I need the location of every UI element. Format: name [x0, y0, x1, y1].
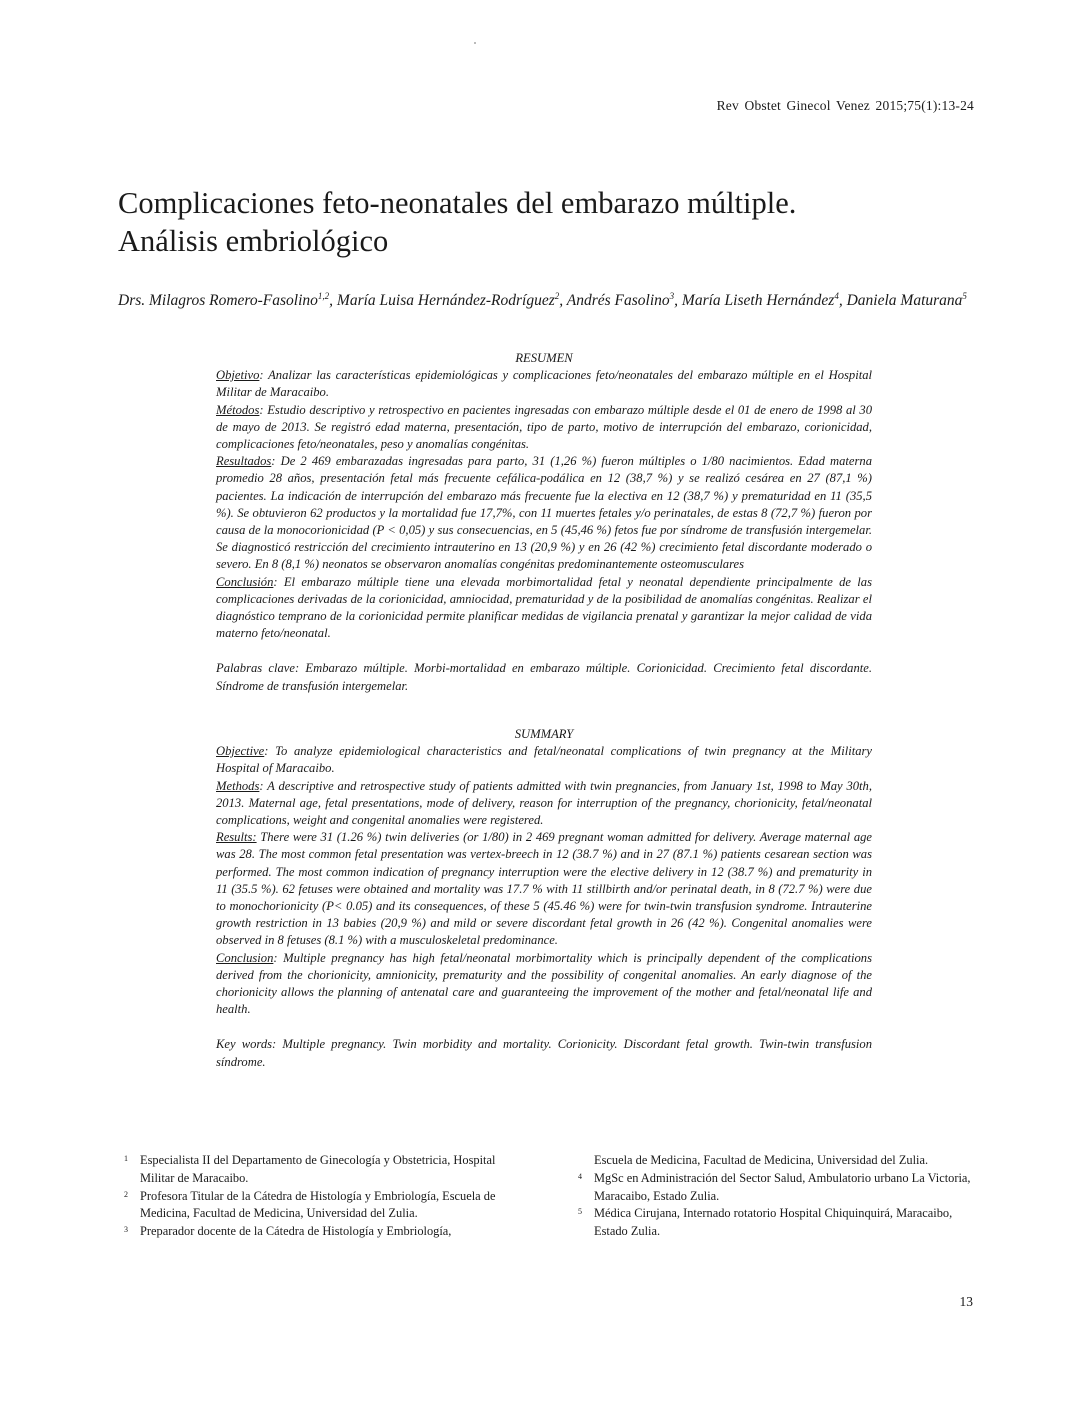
summary-conclusion: Conclusion: Multiple pregnancy has high fetal/neonatal morbimortality which is principally dependent of the complications derived from the chorionicity, amnionicity, prematurity and the possibility of congenital anomalies. An early diagnose of the chorionicity allows the planning of antenatal care and guaranteeing the improvement of the mother and fetal/neonatal life and health. [216, 950, 872, 1017]
footnotes-left-column [118, 1152, 522, 1241]
author-list: Drs. Milagros Romero-Fasolino$^{1,2}$, María Luisa Hernández-Rodríguez$^2$, Andrés Fasolino$^3$, María Liseth Hernández$^4$, Daniela Maturana$^5$ [118, 291, 967, 310]
footnote-1: 1 Especialista II del Departamento de Ginecología y Obstetricia, Hospital Militar de Maracaibo. [124, 1153, 496, 1185]
article-title [118, 184, 978, 260]
resumen-resultados: Resultados: De 2 469 embarazadas ingresadas para parto, 31 (1,26 %) fueron múltiples o 1/80 nacimientos. Edad materna promedio 28 años, presentación fetal más frecuente cefálica-podálica en 12 (38,7 %) y se realizó cesárea en 27 (87,1 %) pacientes. La indicación de interrupción del embarazo más frecuente fue la electiva en 12 (38,7 %) y prematuridad en 11 (35,5 %). Se obtuvieron 62 productos y la mortalidad fue 17,7%, con 11 muertes fetales y/o perinatales, de estas 8 (72,7 %) fueron por causa de la monocorionicidad (P < 0,05) y sus consecuencias, en 5 (45,46 %) fetos fue por síndrome de transfusión intergemelar. Se diagnosticó restricción del crecimiento intrauterino en 13 (20,9 %) y en 26 (42 %) crecimiento fetal discordante moderado o severo. En 8 (8,1 %) neonatos se observaron anomalías congénitas predominantemente osteomusculares [216, 454, 872, 572]
resumen-conclusion: Conclusión: El embarazo múltiple tiene una elevada morbimortalidad fetal y neonatal dependiente principalmente de las complicaciones derivadas de la corionicidad, amniocidad, prematuridad y de la posibilidad de anomalías congénitas. Realizar el diagnóstico temprano de la corionicidad permite planificar medidas de vigilancia prenatal y garantizar la mejor calidad de vida materno feto/neonatal. [216, 574, 872, 641]
summary-objective: Objective: To analyze epidemiological characteristics and fetal/neonatal complications of twin pregnancy at the Military Hospital of Maracaibo. [216, 744, 872, 776]
title-line-1: Complicaciones feto-neonatales del embarazo múltiple. [118, 186, 797, 220]
footnotes-right-column [572, 1152, 978, 1241]
author-4: María Liseth Hernández$^4$ [681, 291, 839, 310]
resumen-section [216, 350, 872, 695]
footnote-5: 5 Médica Cirujana, Internado rotatorio Hospital Chiquinquirá, Maracaibo, Estado Zulia. [578, 1206, 953, 1239]
author-2: María Luisa Hernández-Rodríguez$^2$ [336, 291, 560, 310]
title-line-2: Análisis embriológico [118, 224, 389, 258]
author-3: Andrés Fasolino$^3$ [566, 291, 675, 310]
summary-heading: SUMMARY [514, 727, 574, 741]
footnote-4: 4 MgSc en Administración del Sector Salud, Ambulatorio urbano La Victoria, Maracaibo, Estado Zulia. [578, 1170, 971, 1203]
author-1: Drs. Milagros Romero-Fasolino$^{1,2}$ [118, 291, 330, 310]
scan-speck [474, 42, 476, 44]
author-5: Daniela Maturana$^5$ [846, 291, 967, 310]
summary-section [216, 726, 872, 1071]
summary-results: Results: There were 31 (1.26 %) twin deliveries (or 1/80) in 2 469 pregnant woman admitted for delivery. Average maternal age was 28. The most common fetal presentation was vertex-breech in 12 (38.7 %) and in 27 (87.1 %) patients cesarean section was performed. The most common indication of pregnancy interruption were the elective delivery in 12 (38.7 %) and prematurity in 11 (35.5 %). 62 fetuses were obtained and mortality was 17.7 % with 11 stillbirth and/or perinatal death, in 8 (72.7 %) were due to monochorionicity (P< 0.05) and its consequences, of these 5 (45.46 %) were for twin-twin transfusion syndrome. Intrauterine growth restriction in 13 babies (20,9 %) and mild or severe discordant fetal growth in 26 (42 %). Congenital anomalies were observed in 8 fetuses (8.1 %) with a musculoskeletal predominance. [216, 830, 872, 948]
resumen-metodos: Métodos: Estudio descriptivo y retrospectivo en pacientes ingresadas con embarazo múltiple desde el 01 de enero de 1998 al 30 de mayo de 2013. Se registró edad materna, presentación, tipo de parto, motivo de interrupción del embarazo, corionicidad, complicaciones feto/neonatales, peso y anomalías congénitas. [216, 402, 872, 452]
summary-methods: Methods: A descriptive and retrospective study of patients admitted with twin pregnancies, from January 1st, 1998 to May 30th, 2013. Maternal age, fetal presentations, mode of delivery, reason for interruption of the pregnancy, chorionicity, fetal/neonatal complications, weight and congenital anomalies were registered. [216, 778, 872, 828]
footnote-3-continued: Escuela de Medicina, Facultad de Medicina, Universidad del Zulia. [594, 1153, 929, 1167]
resumen-keywords: Palabras clave: Embarazo múltiple. Morbi-mortalidad en embarazo múltiple. Corionicidad. Crecimiento fetal discordante. Síndrome de transfusión intergemelar. [216, 661, 872, 693]
resumen-objetivo: Objetivo: Analizar las características epidemiológicas y complicaciones feto/neonatales del embarazo múltiple en el Hospital Militar de Maracaibo. [216, 368, 872, 400]
footnote-2: 2 Profesora Titular de la Cátedra de Histología y Embriología, Escuela de Medicina, Facultad de Medicina, Universidad del Zulia. [124, 1188, 496, 1221]
page-number: 13 [959, 1294, 973, 1309]
journal-reference: Rev Obstet Ginecol Venez 2015;75(1):13-24 [716, 98, 974, 113]
resumen-heading: RESUMEN [515, 351, 573, 365]
footnote-3: 3 Preparador docente de la Cátedra de Histología y Embriología, [124, 1224, 452, 1239]
summary-keywords: Key words: Multiple pregnancy. Twin morbidity and mortality. Corionicity. Discordant fetal growth. Twin-twin transfusion síndrome. [216, 1037, 872, 1069]
